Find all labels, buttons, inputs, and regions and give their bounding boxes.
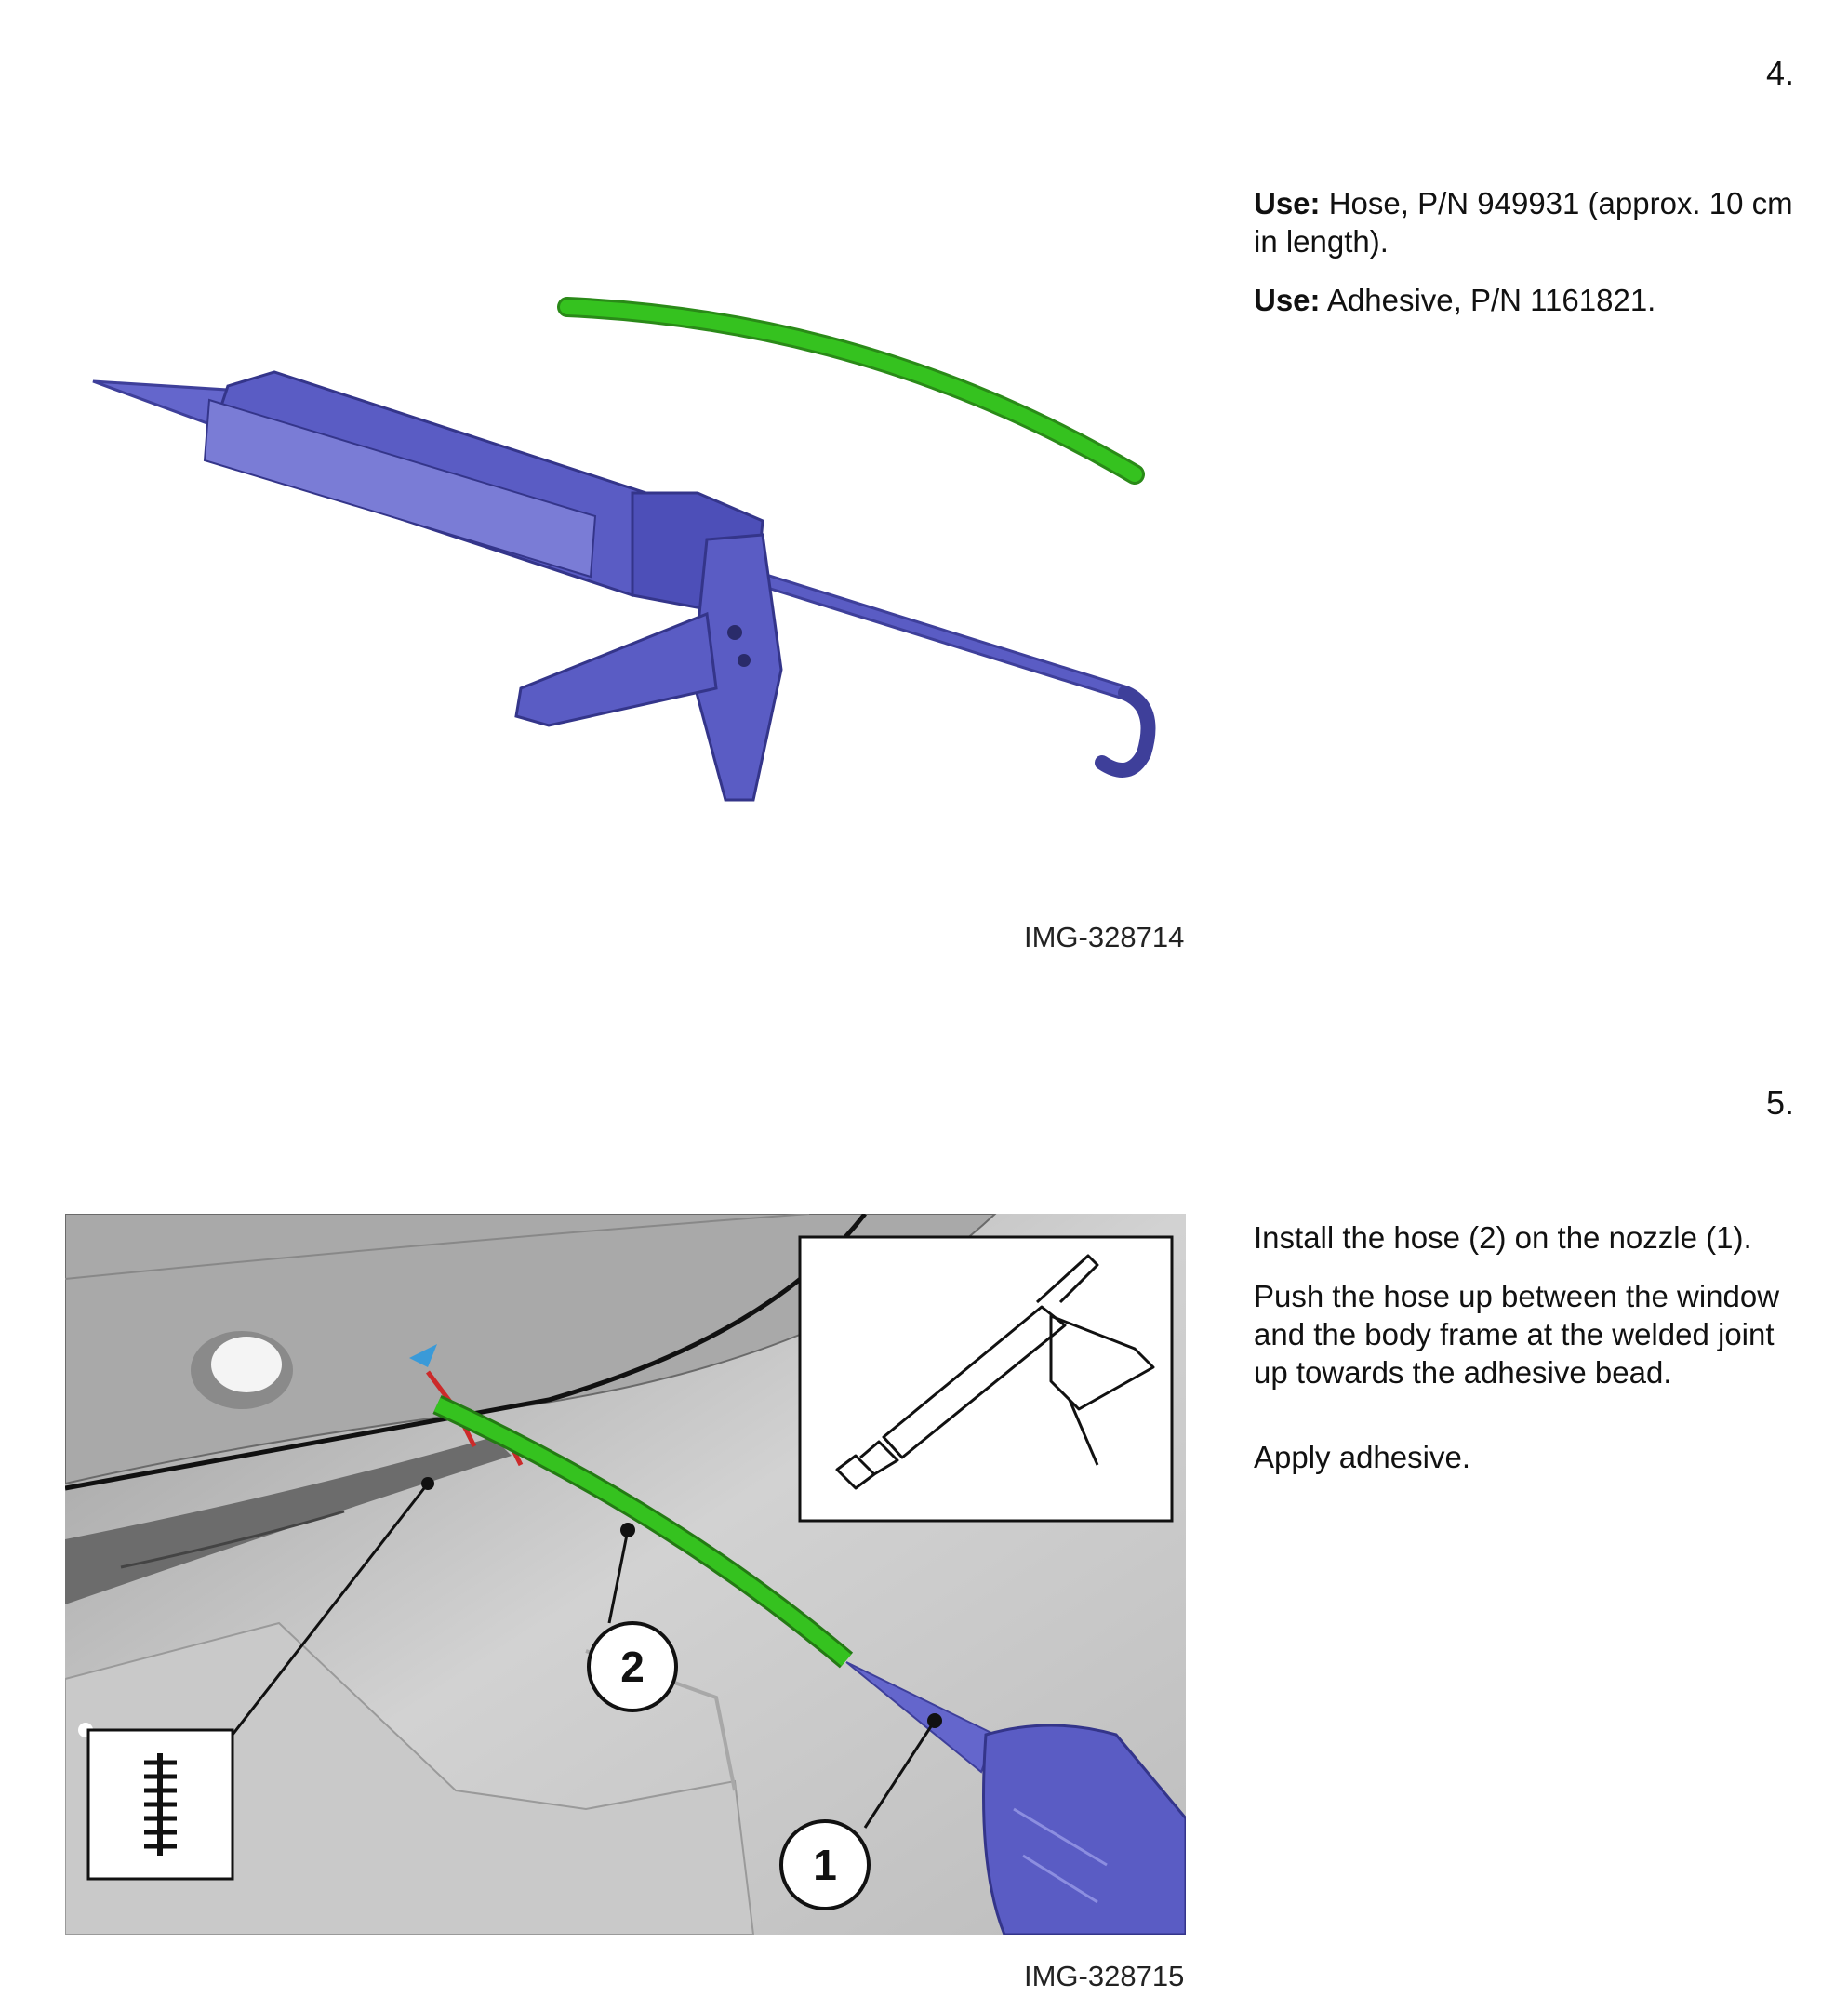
hose-graphic xyxy=(567,307,1135,474)
callout-label: 2 xyxy=(620,1643,645,1691)
instruction-line: Push the hose up between the window and the body frame at the welded joint up towards the adhesive bead. xyxy=(1254,1279,1780,1390)
hose-installation-illustration xyxy=(65,1214,1186,1935)
step-instructions xyxy=(1254,184,1812,339)
image-caption: IMG-328715 xyxy=(1024,1960,1185,1992)
instruction-line: Apply adhesive. xyxy=(1254,1440,1470,1474)
instruction-line: Use: Hose, P/N 949931 (approx. 10 cm in length). xyxy=(1254,186,1793,259)
instruction-line: Install the hose (2) on the nozzle (1). xyxy=(1254,1220,1752,1255)
image-caption: IMG-328714 xyxy=(1024,921,1185,953)
step-number: 5. xyxy=(1765,1084,1794,1122)
caulking-gun-and-hose-illustration xyxy=(74,279,1190,856)
caulking-gun-graphic xyxy=(93,372,1149,800)
caulking-gun-inset xyxy=(800,1237,1172,1521)
callout-label: 1 xyxy=(813,1841,837,1889)
step-instructions xyxy=(1254,1218,1812,1497)
instruction-line: Use: Adhesive, P/N 1161821. xyxy=(1254,283,1656,317)
step-number: 4. xyxy=(1765,54,1794,92)
